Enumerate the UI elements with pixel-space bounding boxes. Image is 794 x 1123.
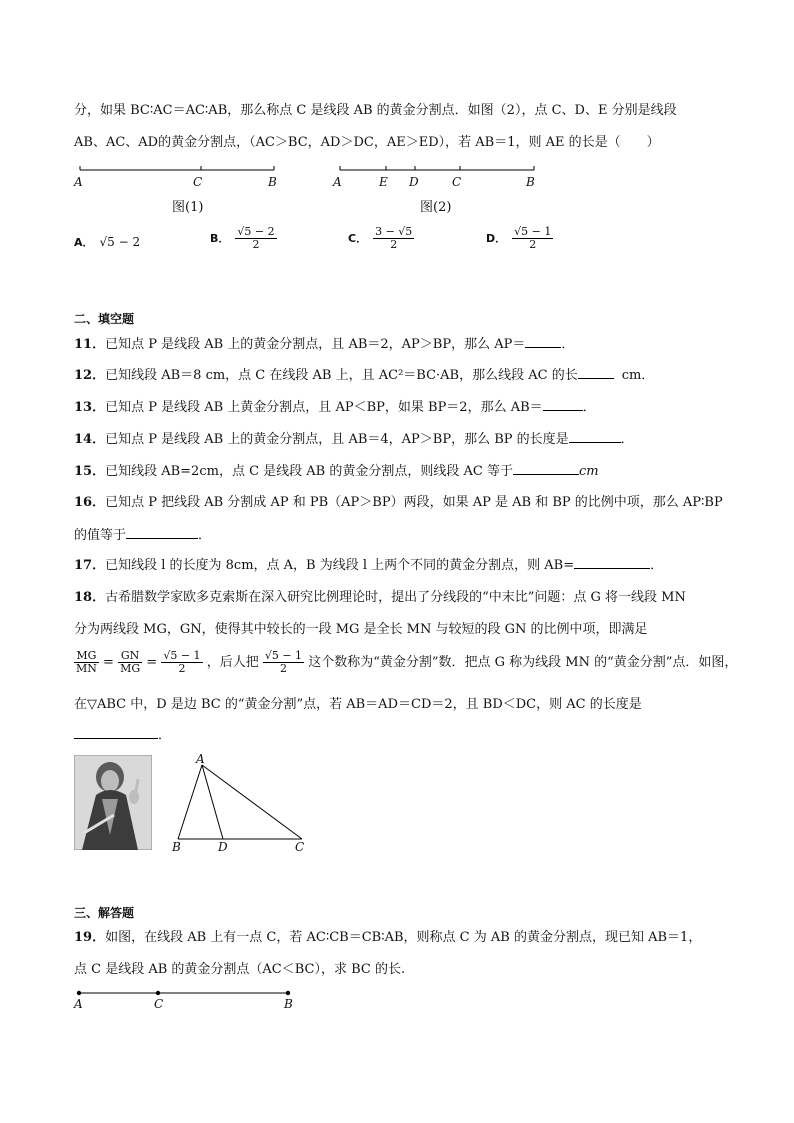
question-18-line2: 分为两线段 MG，GN，使得其中较长的一段 MG 是全长 MN 与较短的段 GN 的比例中项，即满足	[74, 622, 648, 637]
q10-line2: AB、AC、AD的黄金分割点，（AC＞BC，AD＞DC，AE＞ED），若 AB＝1，则 AE 的长是（ ）	[74, 135, 660, 150]
fig2-label-d: D	[409, 175, 419, 189]
option-b-numerator: √5 − 2	[237, 225, 275, 238]
option-d-numerator: √5 − 1	[514, 225, 552, 238]
q18-fraction2-num: GN	[118, 650, 142, 663]
triangle-label-d: D	[218, 840, 228, 854]
triangle-abc-figure	[170, 755, 310, 850]
question-11	[74, 335, 574, 354]
option-d[interactable]	[486, 226, 553, 251]
q18-fraction3-den: 2	[178, 662, 186, 675]
question-15	[74, 462, 599, 481]
fig2-label-a: A	[333, 175, 342, 189]
q18-fraction4-den: 2	[279, 662, 287, 675]
q14-tail: ．	[620, 432, 634, 447]
q18-number: 18．	[74, 590, 106, 605]
q17-tail: ．	[650, 558, 664, 573]
q11-text: 已知点 P 是线段 AB 上的黄金分割点，且 AB＝2，AP＞BP，那么 AP＝	[105, 337, 526, 352]
q11-tail: ．	[561, 337, 575, 352]
q18-text3: 这个数称为“黄金分割”数．把点 G 称为线段 MN 的“黄金分割”点．如图，	[308, 655, 738, 670]
question-19-line2: 点 C 是线段 AB 的黄金分割点（AC＜BC），求 BC 的长.	[74, 962, 406, 977]
q13-answer-blank[interactable]	[543, 398, 583, 411]
option-b-label: B．	[210, 232, 230, 245]
question-18-line1	[74, 589, 686, 607]
q13-tail: ．	[582, 400, 596, 415]
fig2-label-b: B	[526, 175, 535, 189]
q15-text: 已知线段 AB=2cm，点 C 是线段 AB 的黄金分割点，则线段 AC 等于	[105, 464, 513, 479]
q13-number: 13．	[74, 400, 106, 415]
question-16-line2	[74, 526, 211, 545]
q14-number: 14．	[74, 432, 106, 447]
q10-line1: 分，如果 BC∶AC＝AC∶AB，那么称点 C 是线段 AB 的黄金分割点．如图（2），点 C、D、E 分别是线段	[74, 103, 677, 118]
q15-number: 15．	[74, 464, 106, 479]
q18-fraction1-num: MG	[74, 650, 99, 663]
q12-number: 12．	[74, 368, 106, 383]
fig1-label-b: B	[268, 175, 277, 189]
q16-answer-blank[interactable]	[126, 526, 198, 539]
question-13	[74, 398, 596, 417]
q18-mid-text: ，后人把	[206, 655, 259, 670]
q16-text2: 的值等于	[74, 528, 127, 543]
q14-text: 已知点 P 是线段 AB 上的黄金分割点，且 AB＝4，AP＞BP，那么 BP 的长度是	[105, 432, 569, 447]
option-c[interactable]	[348, 226, 414, 251]
figure-2-segment	[334, 160, 544, 180]
q19-label-a: A	[74, 997, 83, 1011]
q11-number: 11．	[74, 337, 106, 352]
section-heading-solve: 三、解答题	[74, 906, 135, 920]
option-c-numerator: 3 − √5	[375, 225, 413, 238]
q15-tail: cm	[578, 464, 599, 479]
question-14	[74, 430, 634, 449]
fig1-label-c: C	[193, 175, 203, 189]
question-17	[74, 556, 663, 575]
q18-text1: 古希腊数学家欧多克索斯在深入研究比例理论时，提出了分线段的“中末比”问题：点 G 将一线段 MN	[105, 590, 686, 605]
q19-label-c: C	[154, 997, 164, 1011]
q17-text: 已知线段 l 的长度为 8cm，点 A，B 为线段 l 上两个不同的黄金分割点，则 AB=	[105, 558, 575, 573]
q12-text: 已知线段 AB＝8 cm，点 C 在线段 AB 上，且 AC²＝BC·AB，那么线段 AC 的长	[105, 368, 578, 383]
option-b[interactable]	[210, 226, 277, 251]
figure-1-segment	[74, 160, 284, 180]
question-19-line1	[74, 929, 701, 947]
q16-text1: 已知点 P 把线段 AB 分割成 AP 和 PB（AP＞BP）两段，如果 AP 是 AB 和 BP 的比例中项，那么 AP∶BP	[105, 495, 723, 510]
q18-fraction3-num: √5 − 1	[163, 649, 201, 662]
q19-text1: 如图，在线段 AB 上有一点 C，若 AC∶CB＝CB∶AB，则称点 C 为 AB 的黄金分割点，现已知 AB＝1，	[105, 930, 702, 945]
fig2-label-c: C	[452, 175, 462, 189]
q12-answer-blank[interactable]	[578, 366, 614, 379]
fig1-caption: 图(1)	[172, 200, 204, 215]
question-12	[74, 366, 654, 385]
option-d-label: D．	[486, 232, 507, 245]
q11-answer-blank[interactable]	[525, 335, 561, 348]
q16-tail: ．	[198, 528, 212, 543]
option-d-denominator: 2	[529, 238, 537, 251]
option-a-value: √5 − 2	[99, 235, 141, 249]
q18-fraction1-den: MN	[76, 662, 97, 675]
option-a[interactable]	[74, 234, 140, 250]
q16-number: 16．	[74, 495, 106, 510]
question-18-line3: $\frac{MG}{MN}$ = $\frac{GN}{MG}$ = $\frac{√5 - 1}{2}$ ，后人把 $\frac{√5 - 1}{2}$ 这个数称为“黄金分割”数．把点 G 称为线段 MN 的“黄金分割”点．如图，	[76, 649, 738, 675]
triangle-label-b: B	[172, 840, 181, 854]
triangle-label-a: A	[196, 752, 205, 766]
option-c-label: C．	[348, 232, 368, 245]
q18-tail: ．	[158, 728, 172, 743]
fig2-label-e: E	[379, 175, 388, 189]
q19-segment-figure	[74, 986, 294, 1000]
option-a-label: A．	[74, 236, 94, 249]
q19-label-b: B	[284, 997, 293, 1011]
triangle-label-c: C	[295, 840, 305, 854]
q19-number: 19．	[74, 930, 106, 945]
q17-number: 17．	[74, 558, 106, 573]
fig1-label-a: A	[74, 175, 83, 189]
q18-answer-blank[interactable]	[74, 726, 158, 739]
q14-answer-blank[interactable]	[569, 430, 621, 443]
q18-fraction4-num: √5 − 1	[264, 649, 303, 662]
fig2-caption: 图(2)	[420, 200, 452, 215]
eudoxus-portrait-image	[74, 755, 152, 850]
question-18-line5	[74, 726, 171, 745]
option-c-denominator: 2	[390, 238, 398, 251]
question-18-line4: 在▽ABC 中，D 是边 BC 的“黄金分割”点，若 AB＝AD＝CD＝2，且 BD＜DC，则 AC 的长度是	[74, 697, 642, 712]
question-16-line1	[74, 494, 723, 512]
q18-fraction2-den: MG	[120, 662, 141, 675]
section-heading-fill-in: 二、填空题	[74, 312, 135, 326]
q13-text: 已知点 P 是线段 AB 上黄金分割点，且 AP＜BP，如果 BP＝2，那么 AB＝	[105, 400, 543, 415]
option-b-denominator: 2	[252, 238, 260, 251]
q17-answer-blank[interactable]	[574, 556, 650, 569]
q15-answer-blank[interactable]	[513, 462, 579, 475]
q12-tail: cm．	[621, 368, 655, 383]
